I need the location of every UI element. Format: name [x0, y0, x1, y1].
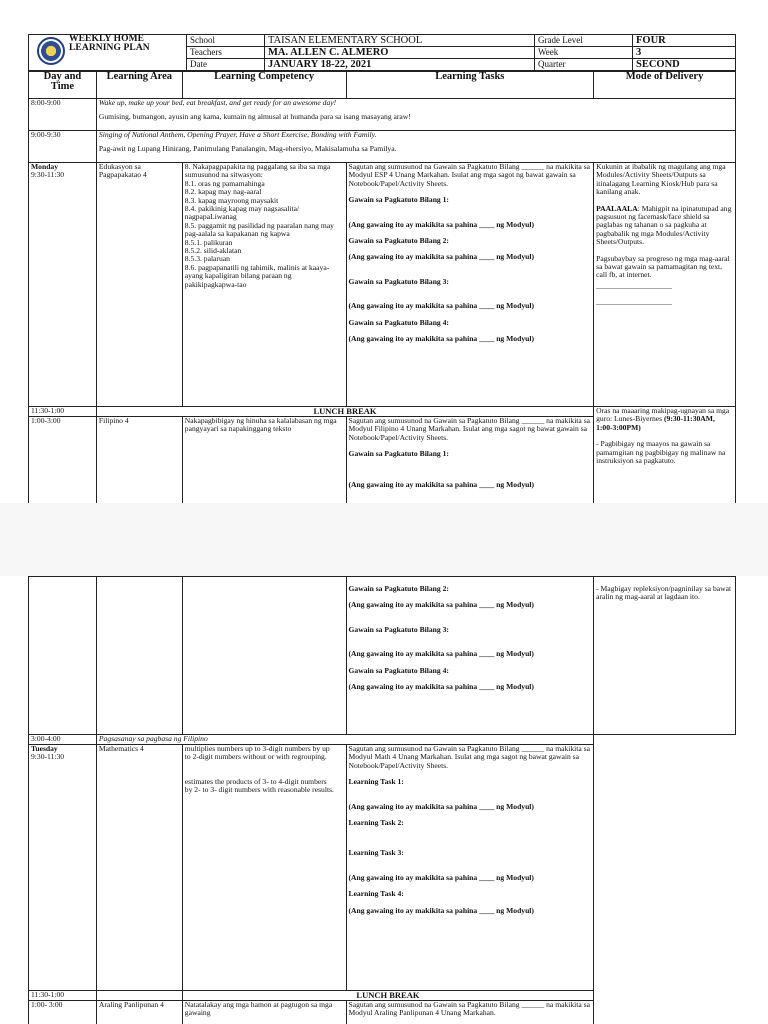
week-value: 3	[633, 47, 736, 59]
monday-task2-ref: (Ang gawaing ito ay makikita sa pahina ____ ng Modyul)	[348, 252, 534, 262]
filipino-task1: Gawain sa Pagkatuto Bilang 1:	[348, 449, 449, 459]
plan-table-page2	[28, 576, 736, 1024]
row2-line1: Singing of National Anthem, Opening Prayer, Have a Short Exercise, Bonding with Family.	[98, 130, 377, 139]
monday-tasks-intro: Sagutan ang sumusunod na Gawain sa Pagkatuto Bilang ______ na makikita sa Modyul ESP 4 Unang Markahan. Isulat ang mga sagot ng bawat gawain sa Notebook/Papel/Activity Sheets.	[348, 162, 591, 188]
monday-delivery-3: Pagsubaybay sa progreso ng mga mag-aaral sa bawat gawain sa pamamagitan ng text, call fb, at internet.	[596, 253, 730, 280]
paalala-text: : Mahigpit na ipinatutupad ang pagsusuot ng facemask/face shield sa paglabas ng tahanan o sa pagkuha at pagbabalik ng mga Modules/Activity Sheets/Outputs.	[596, 203, 732, 247]
lunch2-time: 11:30-1:00	[29, 991, 97, 1001]
filipino-tasks-intro: Sagutan ang sumusunod na Gawain sa Pagkatuto Bilang ______ na makikita sa Modyul Filipino 4 Unang Markahan. Isulat ang mga sagot ng bawat gawain sa Notebook/Papel/Activity Sheets.	[348, 416, 591, 442]
plan-title	[69, 35, 150, 53]
monday-tasks	[346, 163, 594, 407]
tuesday-area: Mathematics 4	[96, 745, 182, 991]
filipino-task1-ref: (Ang gawaing ito ay makikita sa pahina ____ ng Modyul)	[348, 479, 534, 489]
quarter-label: Quarter	[535, 59, 633, 71]
tuesday-competency	[182, 745, 346, 991]
cont-area	[96, 577, 182, 735]
tuesday-task2-ref: (Ang gawaing ito ay makikita sa pahina ____ ng Modyul)	[348, 872, 534, 882]
grade-label: Grade Level	[535, 35, 633, 47]
monday-delivery-blank1: ____________________	[596, 280, 673, 290]
tuesday-task1: Learning Task 1:	[348, 777, 404, 787]
lunch1-label: LUNCH BREAK	[96, 407, 593, 417]
plan-header	[28, 34, 736, 71]
monday-task1-ref: (Ang gawaing ito ay makikita sa pahina ____ ng Modyul)	[348, 219, 534, 229]
tuesday-task2: Learning Task 2:	[348, 818, 404, 828]
page-2	[0, 576, 768, 1024]
row1-line2: Gumising, bumangon, ayusin ang kama, kumain ng almusal at humanda para sa isang masayang araw!	[98, 112, 411, 122]
monday-task4: Gawain sa Pagkatuto Bilang 4:	[348, 317, 449, 327]
monday-delivery-1: Kukunin at ibabalik ng magulang ang mga Modules/Activity Sheets/Outputs sa itinalagang Learning Kiosk/Hub para sa kanilang anak.	[596, 162, 726, 197]
grade-value: FOUR	[633, 35, 736, 47]
tuesday-delivery	[594, 735, 736, 1024]
monday-area: Edukasyon sa Pagpapakatao 4	[96, 163, 182, 407]
lunch2-blank	[96, 991, 182, 1001]
monday-delivery-blank2: ____________________	[596, 297, 673, 307]
filipino-tasks	[346, 417, 594, 505]
col-tasks: Learning Tasks	[346, 72, 594, 99]
monday-day: Monday	[31, 162, 59, 171]
tuesday-time: 9:30-11:30	[31, 752, 65, 762]
col-learning-area: Learning Area	[96, 72, 182, 99]
ap-time: 1:00- 3:00	[29, 1001, 97, 1024]
filipino-time: 1:00-3:00	[29, 417, 97, 505]
page-1	[0, 0, 768, 503]
cont-delivery-text: - Magbigay repleksiyon/pagninilay sa bawat aralin ng mag-aaral at lagdaan ito.	[596, 584, 732, 602]
row1-activity	[96, 99, 735, 131]
tuesday-task4-ref: (Ang gawaing ito ay makikita sa pahina ____ ng Modyul)	[348, 905, 534, 915]
cont-delivery	[594, 577, 736, 735]
ap-tasks-intro: Sagutan ang sumusunod na Gawain sa Pagkatuto Bilang ______ na makikita sa Modyul Araling Panlipunan 4 Unang Markahan.	[346, 1001, 594, 1024]
col-delivery: Mode of Delivery	[594, 72, 736, 99]
row2-line2: Pag-awit ng Lupang Hinirang, Panimulang Panalangin, Mag-ehersiyo, Makisalamuha sa Pamilya.	[98, 144, 397, 154]
monday-delivery-paalala	[596, 205, 733, 247]
tuesday-competency-1: multiplies numbers up to 3-digit numbers by up to 2-digit numbers without or with regrouping.	[184, 744, 330, 762]
cont-task2: Gawain sa Pagkatuto Bilang 2:	[348, 584, 449, 593]
monday-delivery	[594, 163, 736, 407]
teachers-label: Teachers	[187, 47, 265, 59]
tuesday-task1-ref: (Ang gawaing ito ay makikita sa pahina ____ ng Modyul)	[348, 801, 534, 811]
col-competency: Learning Competency	[182, 72, 346, 99]
tuesday-day: Tuesday	[31, 744, 58, 753]
tuesday-tasks-intro: Sagutan ang sumusunod na Gawain sa Pagkatuto Bilang ______ na makikita sa Modyul Math 4 Unang Markahan. Isulat ang mga sagot ng bawat gawain sa Notebook/Papel/Activity Sheets.	[348, 744, 590, 770]
row1-time: 8:00-9:00	[29, 99, 97, 131]
col-day-time: Day and Time	[29, 72, 97, 99]
page-gap	[0, 503, 768, 576]
tuesday-cell	[29, 745, 97, 991]
filipino-delivery	[594, 407, 736, 505]
quarter-value: SECOND	[633, 59, 736, 71]
ap-competency: Natatalakay ang mga hamon at pagtugon sa mga gawaing	[182, 1001, 346, 1024]
filipino-area: Filipino 4	[96, 417, 182, 505]
school-label: School	[187, 35, 265, 47]
header-logo-cell	[29, 35, 187, 71]
cont-task2-ref: (Ang gawaing ito ay makikita sa pahina ____ ng Modyul)	[348, 600, 534, 610]
deped-seal-icon	[37, 37, 65, 65]
monday-task3: Gawain sa Pagkatuto Bilang 3:	[348, 276, 449, 286]
filipino-competency: Nakapagbibigay ng hinuha sa kalalabasan ng mga pangyayari sa napakinggang teksto	[182, 417, 346, 505]
filipino-delivery-1a: Oras na maaaring makipag-ugnayan sa mga guro: Lunes-Biyernes	[596, 406, 730, 424]
monday-task2: Gawain sa Pagkatuto Bilang 2:	[348, 236, 449, 246]
teachers-value: MA. ALLEN C. ALMERO	[265, 47, 535, 59]
cont-task4: Gawain sa Pagkatuto Bilang 4:	[348, 665, 449, 675]
tuesday-tasks	[346, 745, 594, 991]
cont-task3-ref: (Ang gawaing ito ay makikita sa pahina ____ ng Modyul)	[348, 649, 534, 659]
row2-activity	[96, 131, 735, 163]
pagsasanay-time: 3:00-4:00	[29, 735, 97, 745]
cont-tasks	[346, 577, 594, 735]
filipino-delivery-1b: (9:30-11:30AM, 1:00-3:00PM)	[596, 414, 715, 432]
monday-cell	[29, 163, 97, 407]
monday-task3-ref: (Ang gawaing ito ay makikita sa pahina ____ ng Modyul)	[348, 301, 534, 311]
monday-task1: Gawain sa Pagkatuto Bilang 1:	[348, 195, 449, 205]
plan-table-page1	[28, 71, 736, 505]
pagsasanay-label: Pagsasanay sa pagbasa ng Filipino	[96, 735, 593, 745]
lunch1-time: 11:30-1:00	[29, 407, 97, 417]
paalala-label: PAALAALA	[596, 203, 638, 213]
cont-competency	[182, 577, 346, 735]
tuesday-task3: Learning Task 3:	[348, 848, 404, 858]
monday-task4-ref: (Ang gawaing ito ay makikita sa pahina ____ ng Modyul)	[348, 334, 534, 344]
date-label: Date	[187, 59, 265, 71]
plan-title-line1: WEEKLY HOME	[69, 34, 145, 44]
tuesday-task4: Learning Task 4:	[348, 889, 404, 899]
plan-title-line2: LEARNING PLAN	[69, 43, 150, 53]
school-value: TAISAN ELEMENTARY SCHOOL	[265, 35, 535, 47]
tuesday-competency-2: estimates the products of 3- to 4-digit numbers by 2- to 3- digit numbers with reasonable results.	[184, 776, 334, 795]
monday-competency: 8. Nakapagpapakita ng paggalang sa iba sa mga sumusunod na sitwasyon: 8.1. oras ng pamamahinga 8.2. kapag may nag-aaral 8.3. kapag mayroong maysakit 8.4. pakikinig kapag may nagsasalita/ nagpapaLiwanag 8.5. paggamit ng pasilidad ng paaralan nang may pag-aalala sa kapakanan ng kapwa 8.5.1. palikuran 8.5.2. silid-aklatan 8.5.3. palaruan 8.6. pagpapanatili ng tahimik, malinis at kaaya-ayang kapaligiran bilang paraan ng pakikipagkapwa-tao	[182, 163, 346, 407]
lunch2-label: LUNCH BREAK	[182, 991, 593, 1001]
date-value: JANUARY 18-22, 2021	[265, 59, 535, 71]
cont-time	[29, 577, 97, 735]
row2-time: 9:00-9:30	[29, 131, 97, 163]
filipino-delivery-2: - Pagbibigay ng maayos na gawain sa pamamgitan ng pagbibigay ng malinaw na instruksiyon sa pagkatuto.	[596, 439, 726, 466]
monday-time: 9:30-11:30	[31, 170, 65, 180]
week-label: Week	[535, 47, 633, 59]
cont-task3: Gawain sa Pagkatuto Bilang 3:	[348, 624, 449, 634]
row1-line1: Wake up, make up your bed, eat breakfast, and get ready for an awesome day!	[98, 98, 337, 107]
ap-area: Araling Panlipunan 4	[96, 1001, 182, 1024]
cont-task4-ref: (Ang gawaing ito ay makikita sa pahina ____ ng Modyul)	[348, 682, 534, 692]
filipino-delivery-1	[596, 407, 733, 432]
